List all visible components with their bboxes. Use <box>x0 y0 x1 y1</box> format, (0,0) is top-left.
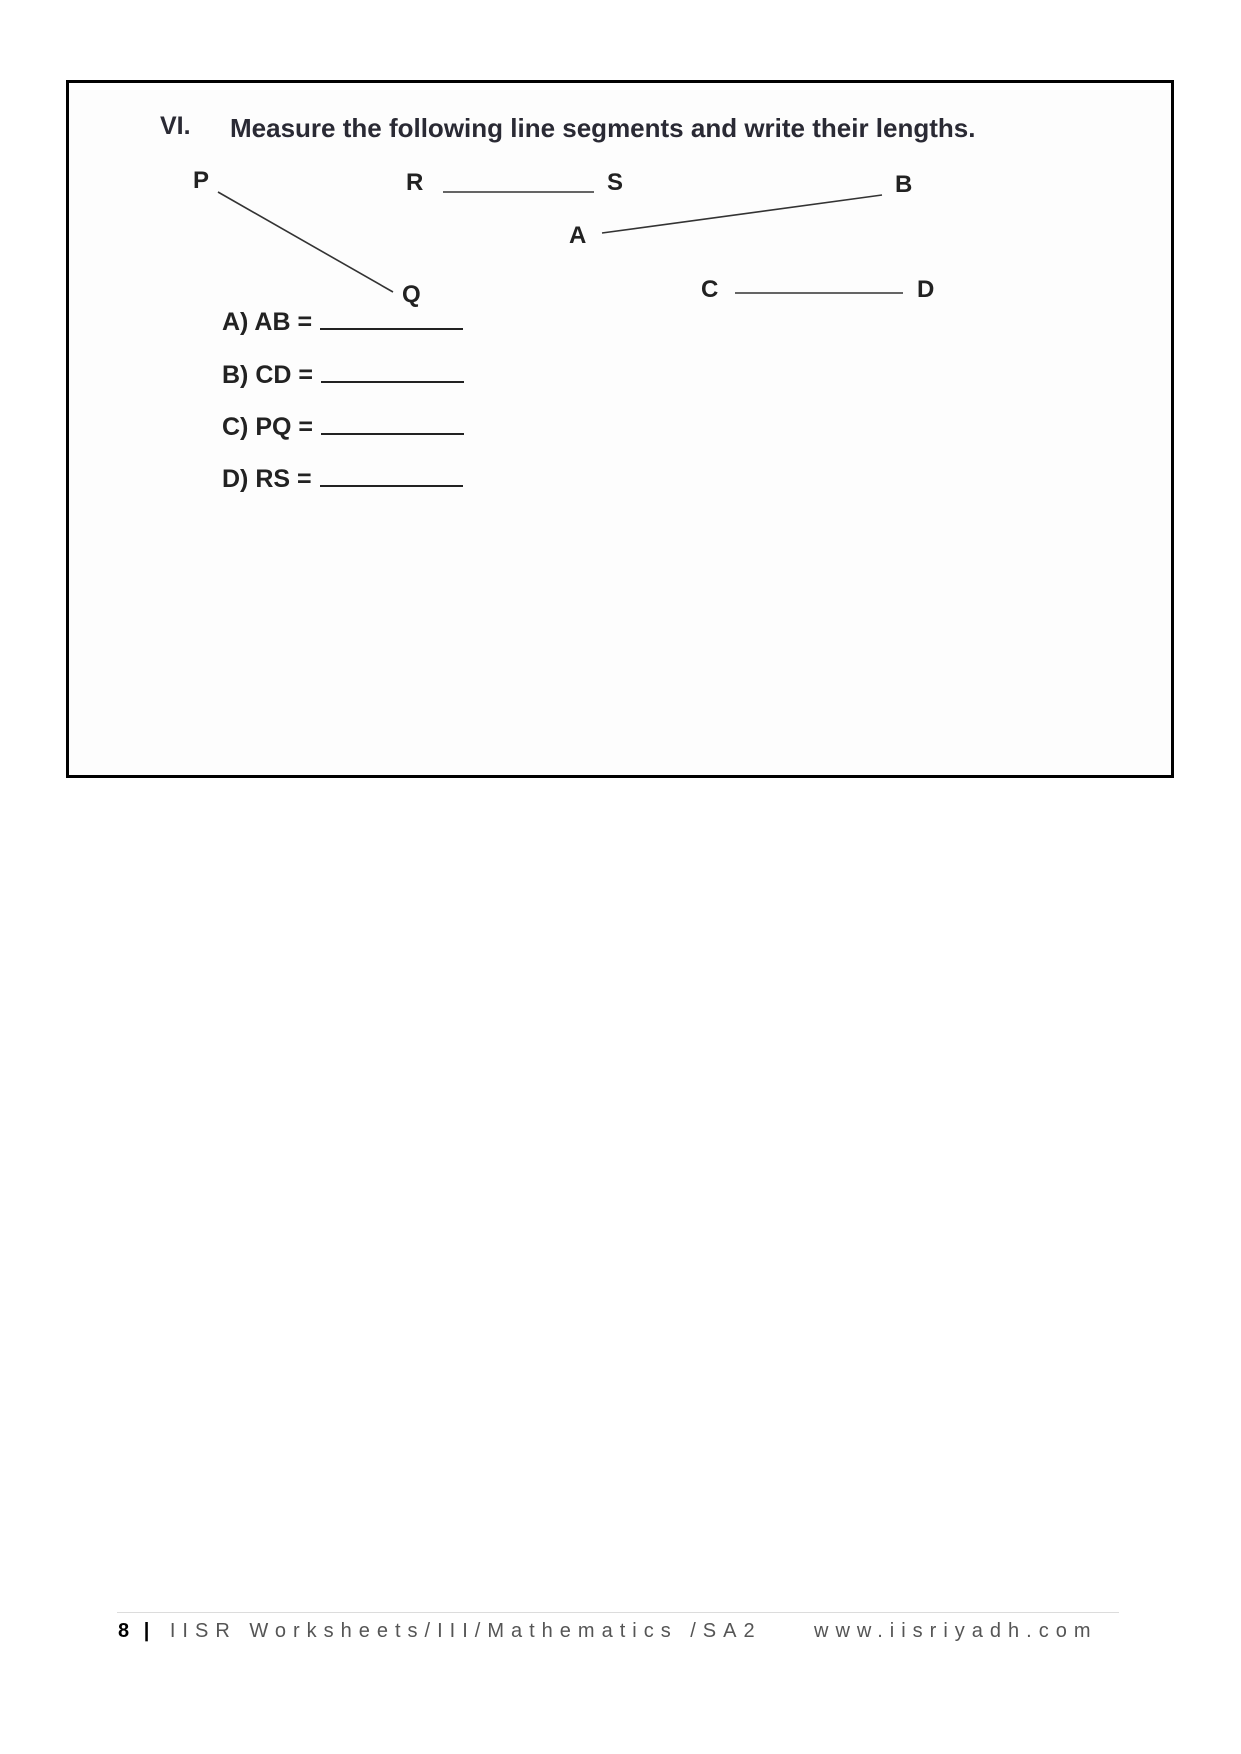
point-p-label: P <box>193 167 210 194</box>
answer-pq-label: C) PQ = <box>222 413 313 441</box>
point-c-label: C <box>701 276 719 303</box>
footer-website: www.iisriyadh.com <box>814 1620 1098 1642</box>
question-text: Measure the following line segments and write their lengths. <box>230 113 976 143</box>
page-number: 8 <box>118 1620 132 1642</box>
answer-cd-blank[interactable] <box>321 361 464 383</box>
answer-pq <box>222 413 464 442</box>
answer-ab-label: A) AB = <box>222 308 313 336</box>
segment-ab <box>602 195 882 233</box>
answer-cd-label: B) CD = <box>222 361 313 389</box>
answer-pq-blank[interactable] <box>321 413 464 435</box>
footer-divider <box>117 1612 1119 1613</box>
answer-cd <box>222 361 464 390</box>
answer-rs-label: D) RS = <box>222 465 312 493</box>
point-d-label: D <box>917 276 935 303</box>
segment-pq <box>218 192 393 292</box>
footer-title: IISR Worksheets/III/Mathematics /SA2 <box>169 1620 762 1642</box>
answer-rs-blank[interactable] <box>320 465 463 487</box>
point-b-label: B <box>895 171 913 198</box>
question-number: VI. <box>160 112 191 140</box>
point-s-label: S <box>607 169 624 196</box>
footer-separator: | <box>143 1620 150 1642</box>
point-q-label: Q <box>402 281 421 308</box>
answer-ab-blank[interactable] <box>320 308 463 330</box>
point-r-label: R <box>406 169 424 196</box>
answer-ab <box>222 308 463 337</box>
answer-rs <box>222 465 463 494</box>
page-footer <box>118 1620 1098 1643</box>
point-a-label: A <box>569 222 587 249</box>
